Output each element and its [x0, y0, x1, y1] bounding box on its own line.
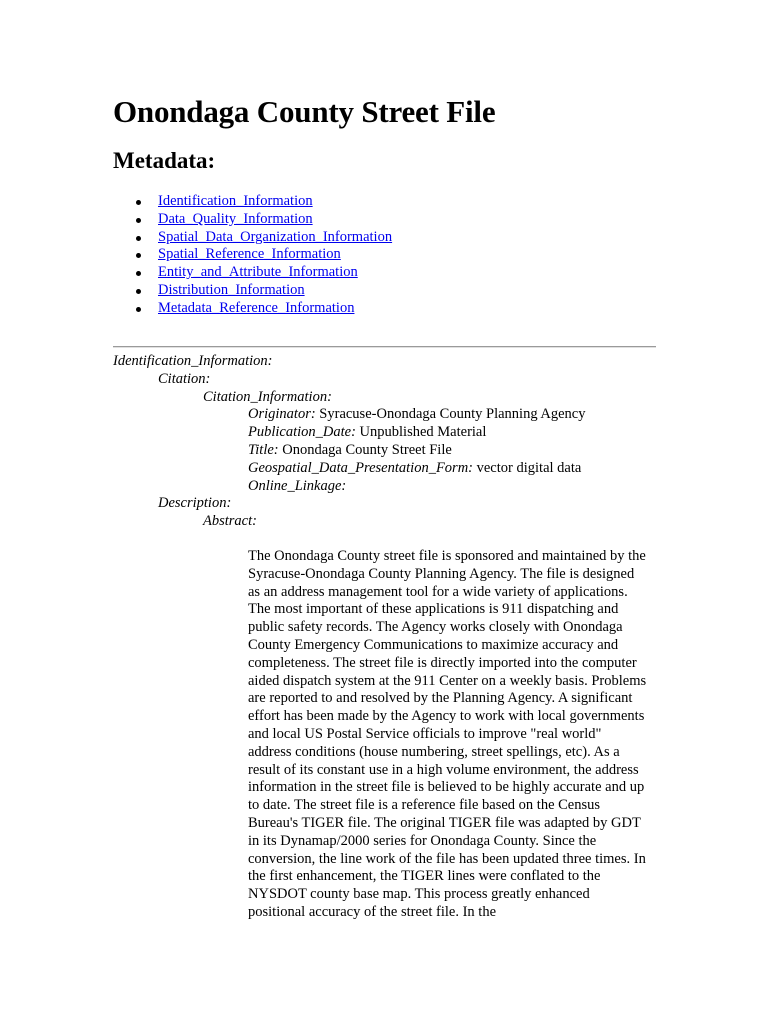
abstract-label-line [113, 513, 658, 531]
toc-link-metadata-reference[interactable]: Metadata_Reference_Information [158, 299, 355, 316]
page-title: Onondaga County Street File [113, 94, 496, 129]
bullet-icon [136, 200, 141, 205]
toc-link-spatial-reference[interactable]: Spatial_Reference_Information [158, 246, 341, 263]
citation-label: Citation: [158, 370, 211, 387]
description-line [113, 495, 658, 513]
title-value: Onondaga County Street File [282, 441, 452, 458]
toc-item-metadata-reference [113, 300, 392, 318]
toc-item-spatial-reference [113, 246, 392, 264]
table-of-contents [113, 193, 392, 318]
bullet-icon [136, 253, 141, 258]
identification-label: Identification_Information: [113, 353, 273, 369]
identification-section [113, 353, 658, 922]
bullet-icon [136, 307, 141, 312]
originator-label: Originator: [248, 406, 316, 423]
description-label: Description: [158, 495, 232, 512]
toc-link-identification[interactable]: Identification_Information [158, 193, 313, 209]
bullet-icon [136, 271, 141, 276]
title-label: Title: [248, 441, 279, 458]
originator-value: Syracuse-Onondaga County Planning Agency [319, 406, 586, 423]
originator-line [113, 406, 658, 424]
bullet-icon [136, 289, 141, 294]
geoform-value: vector digital data [476, 459, 582, 476]
title-line [113, 442, 658, 460]
geoform-line [113, 460, 658, 478]
toc-item-identification [113, 193, 392, 211]
toc-item-entity-attribute [113, 264, 392, 282]
toc-item-spatial-data-organization [113, 229, 392, 247]
citation-line [113, 371, 658, 389]
toc-item-data-quality [113, 211, 392, 229]
pubdate-value: Unpublished Material [359, 424, 487, 441]
abstract-label: Abstract: [203, 513, 257, 530]
pubdate-line [113, 424, 658, 442]
abstract-text: The Onondaga County street file is sponsored and maintained by the Syracuse-Onondaga County Planning Agency. The file is designed as an address management tool for a wide variety of applications. The most important of these applications is 911 dispatching and public safety records. The Agency works closely with Onondaga County Emergency Communications to maximize accuracy and completeness. The street file is directly imported into the computer aided dispatch system at the 911 Center on a weekly basis. Problems are reported to and resolved by the Planning Agency. A significant effort has been made by the Agency to work with local governments and local US Postal Service officials to improve "real world" address conditions (house numbering, street spellings, etc). As a result of its constant use in a high volume environment, the address information in the street file is believed to be highly accurate and up to date. The street file is a reference file based on the Census Bureau's TIGER file. The original TIGER file was adapted by GDT in its Dynamap/2000 series for Onondaga County. Since the conversion, the line work of the file has been updated three times. In the first enhancement, the TIGER lines were conflated to the NYSDOT county base map. This process greatly enhanced positional accuracy of the street file. In the [248, 547, 647, 920]
bullet-icon [136, 218, 141, 223]
toc-link-distribution[interactable]: Distribution_Information [158, 281, 305, 298]
section-divider [113, 346, 656, 348]
pubdate-label: Publication_Date: [248, 424, 356, 441]
toc-link-entity-attribute[interactable]: Entity_and_Attribute_Information [158, 264, 358, 281]
citation-info-line [113, 389, 658, 407]
toc-link-data-quality[interactable]: Data_Quality_Information [158, 210, 313, 227]
bullet-icon [136, 236, 141, 241]
metadata-heading: Metadata: [113, 148, 216, 173]
online-linkage-label: Online_Linkage: [248, 477, 347, 494]
geoform-label: Geospatial_Data_Presentation_Form: [248, 459, 473, 476]
toc-link-spatial-data-organization[interactable]: Spatial_Data_Organization_Information [158, 228, 393, 245]
online-linkage-line [113, 478, 658, 496]
toc-item-distribution [113, 282, 392, 300]
identification-label-line [113, 353, 658, 371]
citation-info-label: Citation_Information: [203, 388, 332, 405]
